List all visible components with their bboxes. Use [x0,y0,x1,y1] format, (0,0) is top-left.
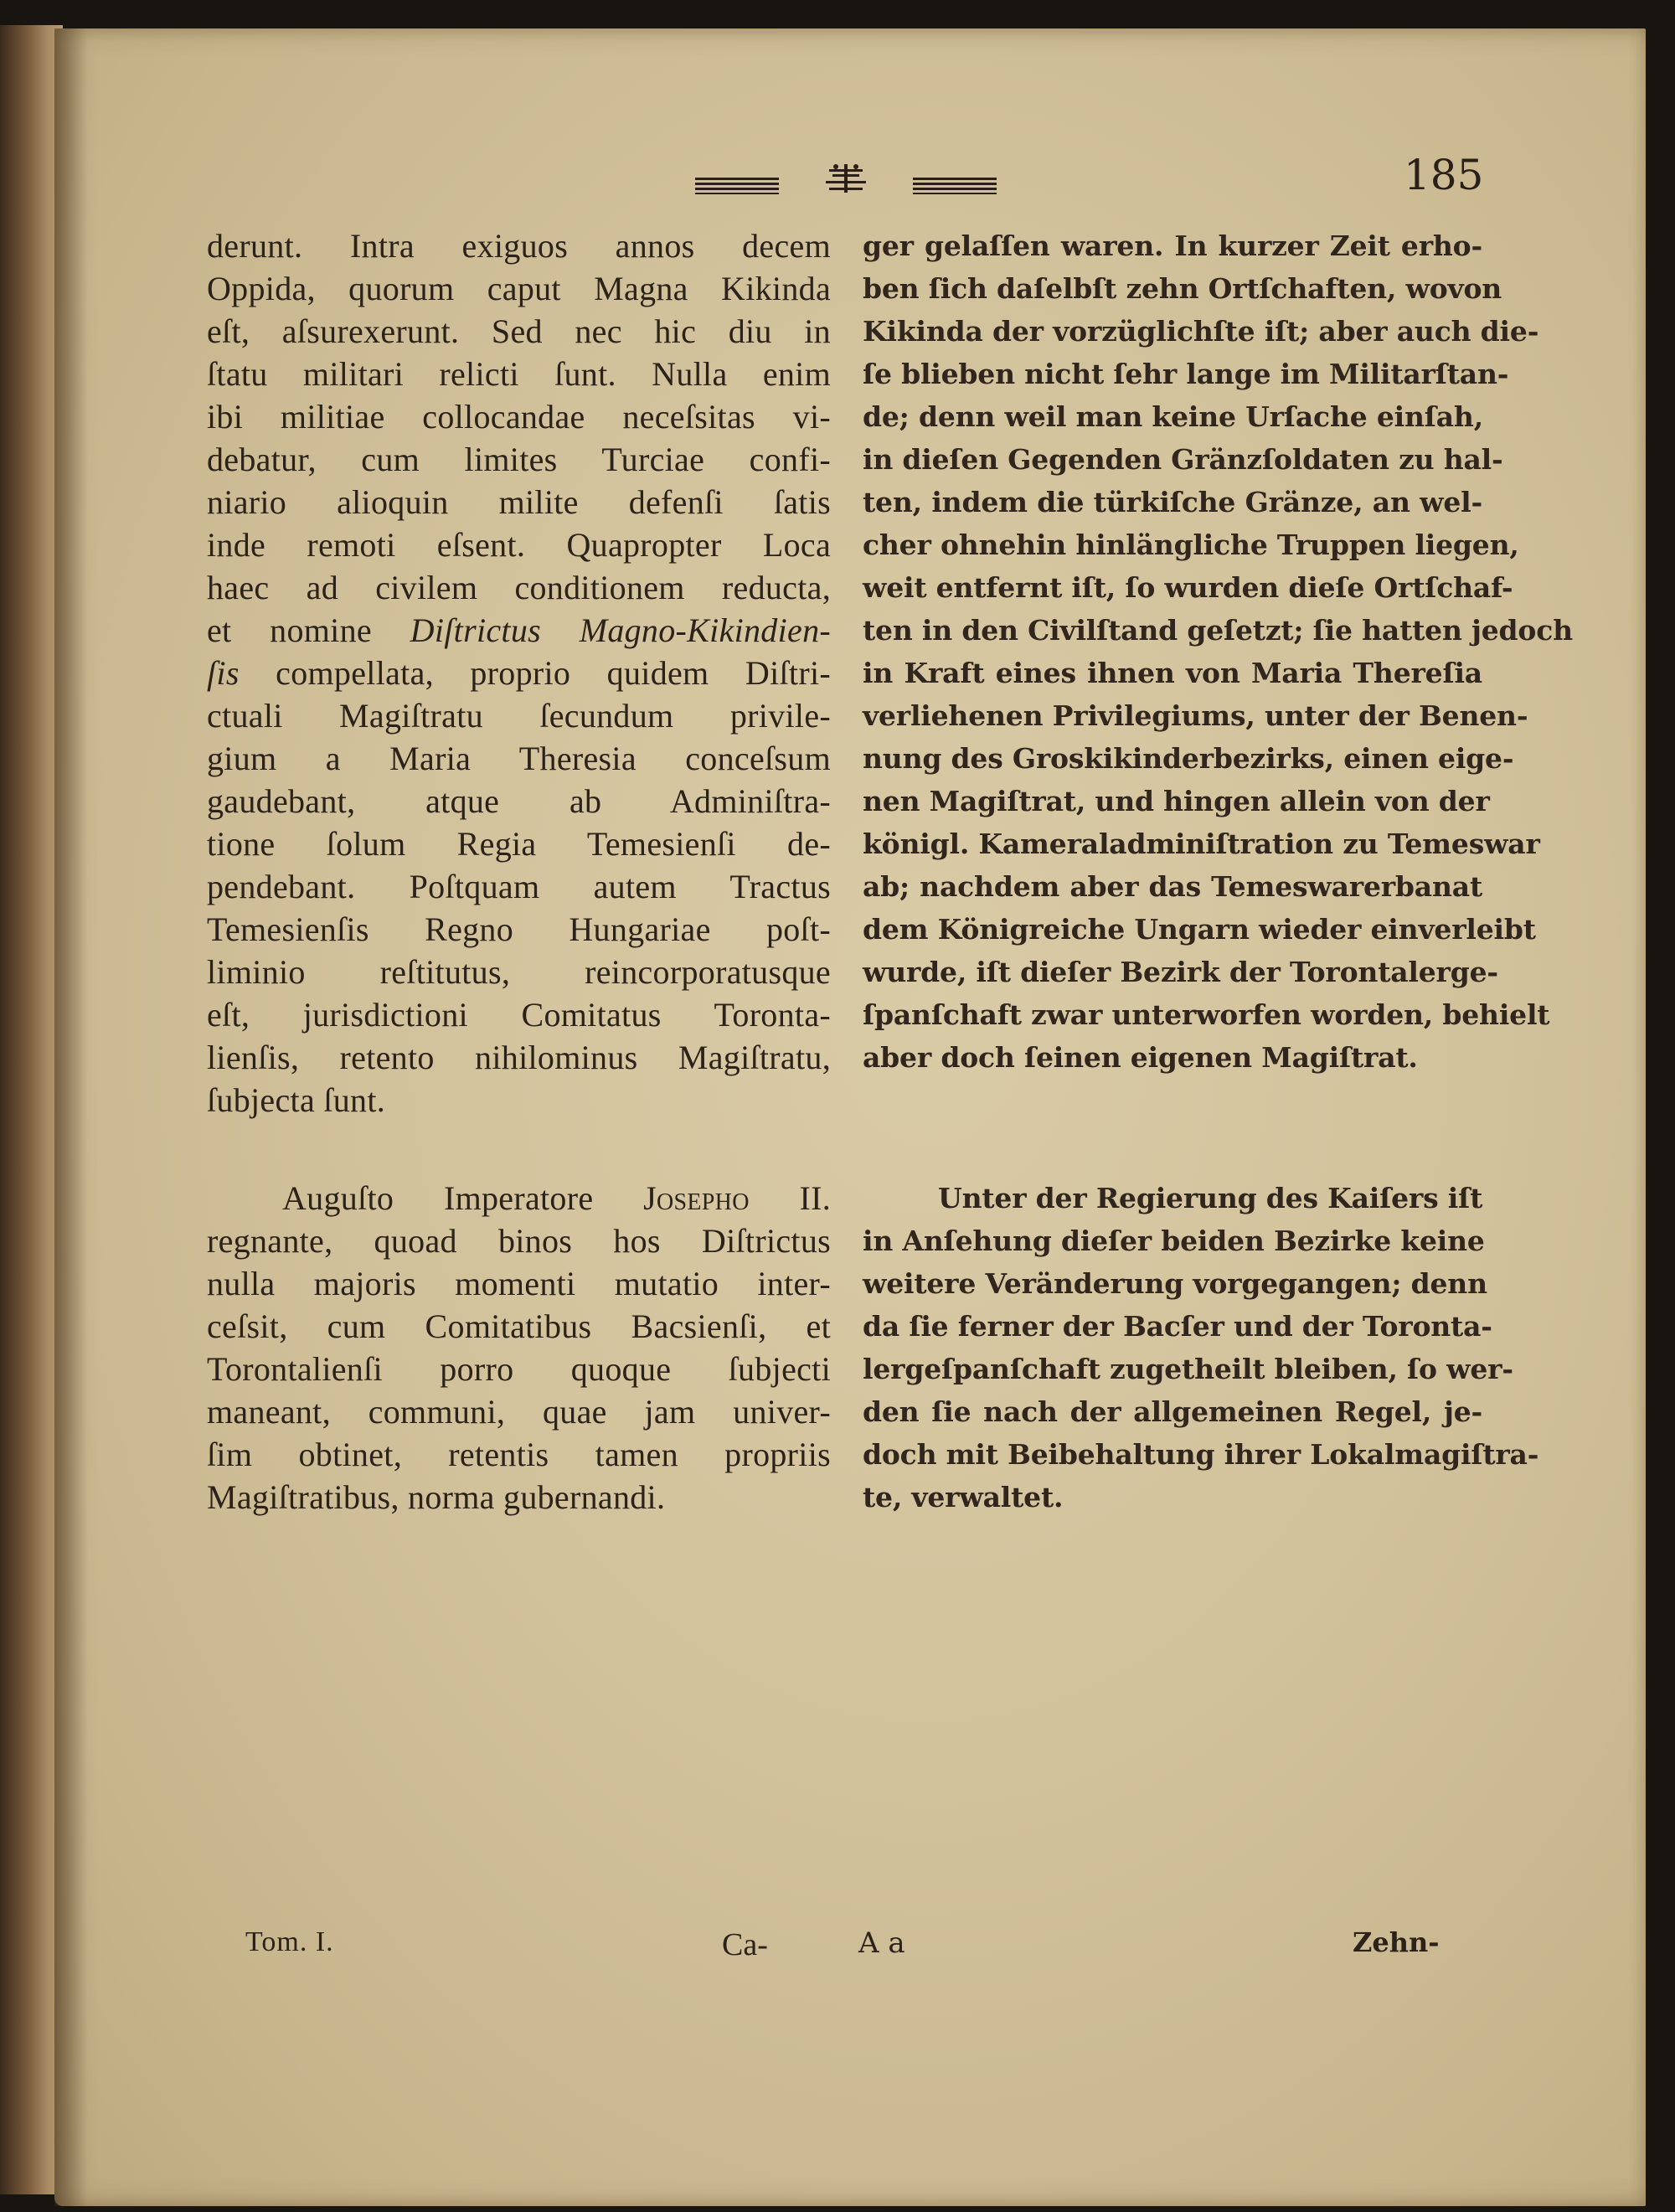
latin-line: Torontalienſi porro quoque ſubjecti [207,1350,831,1388]
page-header [0,151,1675,209]
german-column-paragraph-2 [863,1177,1539,1518]
latin-line: debatur, cum limites Turciae confi- [207,441,831,478]
german-line: lergeſpanſchaft zugetheilt bleiben, ſo wer- [863,1353,1513,1385]
german-column-paragraph-1 [863,224,1573,1079]
german-line: in Kraft eines ihnen von Maria Thereſia [863,657,1482,689]
latin-line: ceſsit, cum Comitatibus Bacsienſi, et [207,1307,831,1345]
latin-line: Oppida, quorum caput Magna Kikinda [207,270,831,307]
latin-line-with-italic [207,652,831,694]
german-line: doch mit Beibehaltung ihrer Lokalmagiſtra- [863,1438,1539,1471]
german-line: cher ohnehin hinlängliche Truppen liegen, [863,529,1519,561]
german-line: in dieſen Gegenden Gränzſoldaten zu hal- [863,443,1503,476]
german-catchword: Zehn- [1353,1926,1440,1958]
latin-line: ibi militiae collocandae neceſsitas vi- [207,398,831,436]
german-line: wurde, iſt dieſer Bezirk der Torontalerge- [863,956,1498,988]
german-line: in Anſehung dieſer beiden Bezirke keine [863,1225,1485,1257]
latin-line: Temesienſis Regno Hungariae poſt- [207,910,831,948]
german-line: weitere Veränderung vorgegangen; denn [863,1267,1487,1300]
german-line: den ſie nach der allgemeinen Regel, je- [863,1395,1482,1428]
latin-column-paragraph-1 [207,224,831,1121]
latin-text: II. [749,1179,831,1217]
german-line: nen Magiſtrat, und hingen allein von der [863,785,1490,817]
german-line: ſe blieben nicht ſehr lange im Militarſtan- [863,358,1509,390]
german-line: te, verwaltet. [863,1481,1064,1513]
german-line: nung des Groskikinderbezirks, einen eige- [863,742,1514,775]
german-line: ab; nachdem aber das Temeswarerbanat [863,870,1482,903]
latin-line: ſtatu militari relicti ſunt. Nulla enim [207,355,831,393]
signature-mark: A a [858,1926,905,1960]
german-line: ger gelaſſen waren. In kurzer Zeit erho- [863,229,1482,262]
latin-text: et nomine [207,611,410,649]
latin-line: liminio reſtitutus, reincorporatusque [207,953,831,991]
german-line: Kikinda der vorzüglichſte iſt; aber auch die- [863,315,1539,348]
latin-text: Auguſto Imperatore [282,1179,644,1217]
emperor-name: Josepho [643,1179,750,1217]
latin-line: niario alioquin milite defenſi ſatis [207,483,831,521]
german-line: aber doch ſeinen eigenen Magiſtrat. [863,1041,1418,1074]
latin-line: haec ad civilem conditionem reducta, [207,569,831,606]
latin-line: maneant, communi, quae jam univer- [207,1393,831,1431]
german-line: dem Königreiche Ungarn wieder einverleibt [863,913,1536,946]
latin-line: Magiſtratibus, norma gubernandi. [207,1478,666,1516]
latin-line: ſubjecta ſunt. [207,1081,386,1119]
latin-line-with-italic [207,609,831,652]
latin-catchword: Ca- [722,1927,768,1962]
latin-line: tione ſolum Regia Temesienſi de- [207,825,831,863]
left-page-edge [0,25,63,2194]
latin-line: eſt, aſsurexerunt. Sed nec hic diu in [207,312,831,350]
latin-line: lienſis, retento nihilominus Magiſtratu, [207,1039,831,1076]
volume-label: Tom. I. [245,1926,334,1957]
latin-line: gium a Maria Theresia conceſsum [207,740,831,777]
latin-line: ſim obtinet, retentis tamen propriis [207,1436,831,1473]
header-ornament-icon [695,162,997,204]
german-line: verliehenen Privilegiums, unter der Benen- [863,699,1528,732]
latin-line: derunt. Intra exiguos annos decem [207,227,831,265]
latin-column-paragraph-2 [207,1177,831,1518]
german-line: ben ſich daſelbſt zehn Ortſchaften, wovon [863,272,1502,305]
page-number: 185 [1404,151,1484,199]
latin-line: regnante, quoad binos hos Diſtrictus [207,1222,831,1260]
district-name-italic-end: ſis [207,654,240,692]
latin-line: inde remoti eſsent. Quapropter Loca [207,526,831,564]
gutter-shadow [54,28,88,2206]
german-line: königl. Kameraladminiſtration zu Temeswar [863,828,1540,860]
german-line: ten in den Civilſtand geſetzt; ſie hatten jedoch [863,614,1573,647]
latin-line: eſt, jurisdictioni Comitatus Toronta- [207,996,831,1034]
latin-line: nulla majoris momenti mutatio inter- [207,1265,831,1302]
german-line: Unter der Regierung des Kaiſers iſt [938,1182,1483,1214]
german-line: weit entfernt iſt, ſo wurden dieſe Ortſchaf- [863,571,1513,604]
latin-line-with-name [207,1177,831,1219]
latin-line: pendebant. Poſtquam autem Tractus [207,868,831,905]
german-line: ſpanſchaft zwar unterworfen worden, behielt [863,998,1550,1031]
german-line: da ſie ferner der Bacſer und der Toronta- [863,1310,1492,1343]
german-line: de; denn weil man keine Urſache einſah, [863,400,1484,433]
latin-text: compellata, proprio quidem Diſtri- [239,654,831,692]
german-line: ten, indem die türkiſche Gränze, an wel- [863,486,1482,518]
latin-line: gaudebant, atque ab Adminiſtra- [207,782,831,820]
district-name-italic: Diſtrictus Magno-Kikindien- [410,611,831,649]
latin-line: ctuali Magiſtratu ſecundum privile- [207,697,831,735]
